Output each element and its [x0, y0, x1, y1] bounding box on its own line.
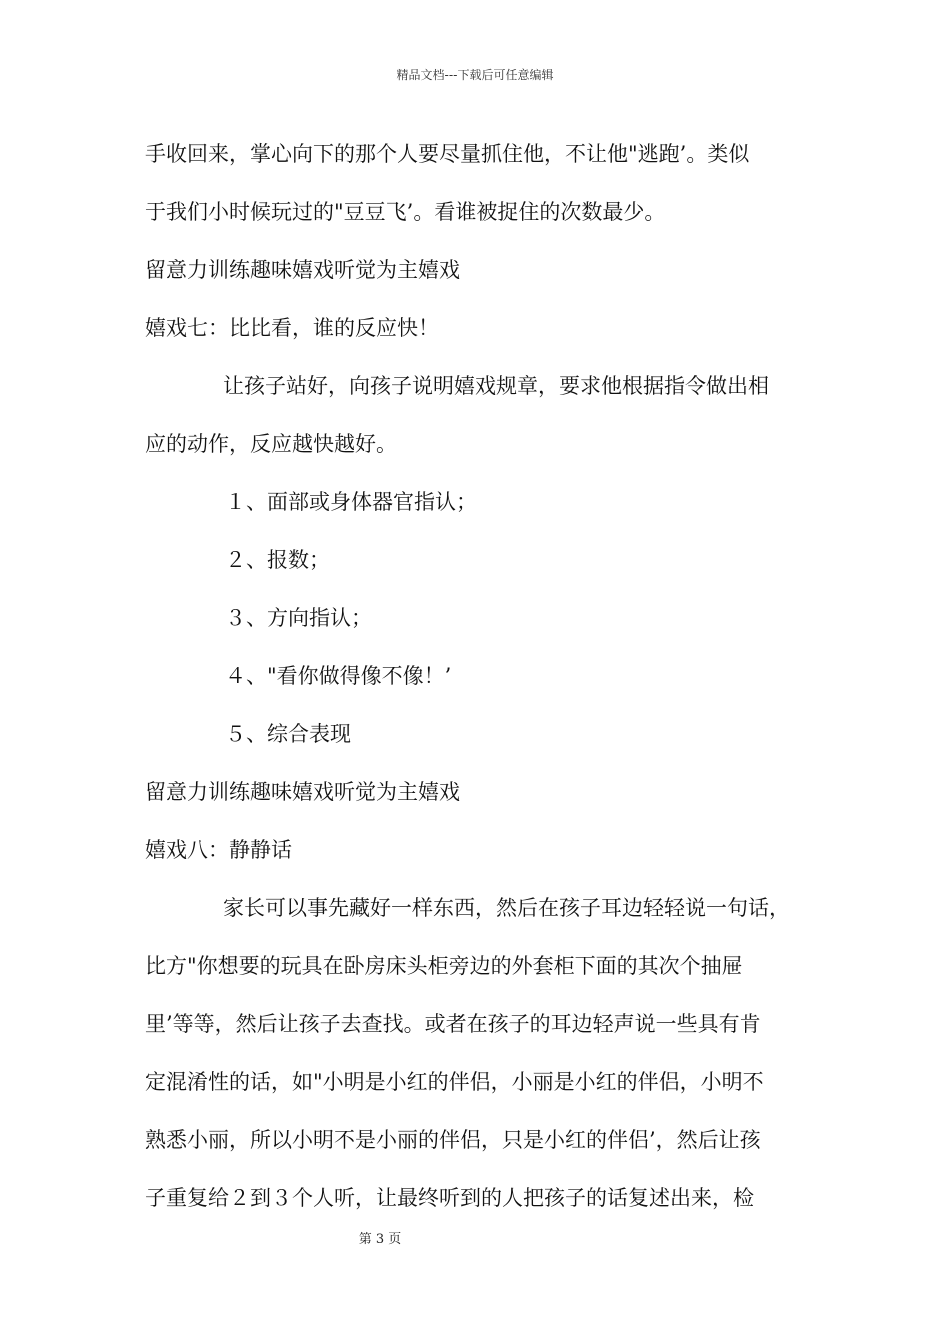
page-header: 精品文档---下载后可任意编辑 — [396, 68, 554, 82]
paragraph-line: 熟悉小丽，所以小明不是小丽的伴侣，只是小红的伴侣’，然后让孩 — [145, 1128, 761, 1152]
list-item: ３、方向指认； — [225, 606, 372, 630]
paragraph-line: 让孩子站好，向孩子说明嬉戏规章，要求他根据指令做出相 — [223, 374, 769, 398]
paragraph-line: 子重复给２到３个人听，让最终听到的人把孩子的话复述出来，检 — [145, 1186, 754, 1210]
paragraph-line: 定混淆性的话，如"小明是小红的伴侣，小丽是小红的伴侣，小明不 — [145, 1070, 764, 1094]
paragraph-line: 比方"你想要的玩具在卧房床头柜旁边的外套柜下面的其次个抽屉 — [145, 954, 743, 978]
paragraph-line: 应的动作，反应越快越好。 — [145, 432, 397, 456]
list-item: ５、综合表现 — [225, 722, 351, 746]
paragraph-line: 于我们小时候玩过的"豆豆飞’。看谁被捉住的次数最少。 — [145, 200, 666, 224]
section-heading: 留意力训练趣味嬉戏听觉为主嬉戏 — [145, 258, 460, 282]
paragraph-line: 里’等等，然后让孩子去查找。或者在孩子的耳边轻声说一些具有肯 — [145, 1012, 761, 1036]
section-heading: 留意力训练趣味嬉戏听觉为主嬉戏 — [145, 780, 460, 804]
paragraph-line: 家长可以事先藏好一样东西，然后在孩子耳边轻轻说一句话， — [223, 896, 790, 920]
list-item: ４、"看你做得像不像！’ — [225, 664, 452, 688]
game-title: 嬉戏七：比比看，谁的反应快！ — [145, 316, 439, 340]
document-body — [145, 125, 835, 1227]
page-number: 第 3 页 — [358, 1232, 402, 1247]
list-item: ２、报数； — [225, 548, 330, 572]
game-title: 嬉戏八：静静话 — [145, 838, 292, 862]
paragraph-line: 手收回来，掌心向下的那个人要尽量抓住他，不让他"逃跑’。类似 — [145, 142, 750, 166]
list-item: １、面部或身体器官指认； — [225, 490, 477, 514]
